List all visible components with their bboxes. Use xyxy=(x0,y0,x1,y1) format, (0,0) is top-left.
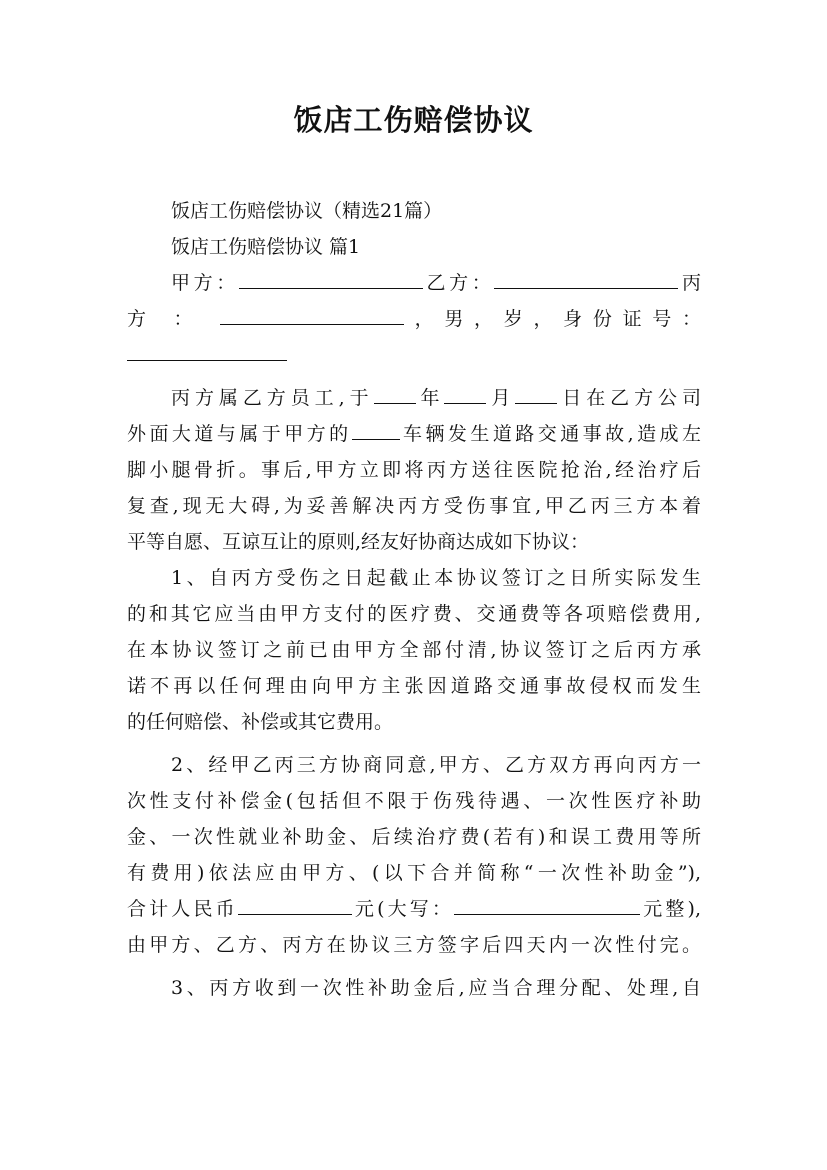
month-blank xyxy=(444,381,486,404)
para1-line-3: 脚小腿骨折。事后,甲方立即将丙方送往医院抢治,经治疗后 xyxy=(127,459,701,481)
year-label: 年 xyxy=(415,387,445,409)
age-text: 岁， xyxy=(503,308,564,330)
para1-text-l2b: 车辆发生道路交通事故,造成左 xyxy=(399,423,701,445)
item1-line-3: 在本协议签订之前已由甲方全部付清,协议签订之后丙方承 xyxy=(127,639,701,661)
yuan-label: 元整), xyxy=(640,898,701,920)
day-label-text: 日在乙方公司 xyxy=(557,387,701,409)
document-title: 饭店工伤赔偿协议 xyxy=(293,103,534,137)
id-label: 身份证号： xyxy=(563,308,701,330)
para1-line-5: 平等自愿、互谅互让的原则,经友好协商达成如下协议： xyxy=(127,531,590,553)
item2-line-1: 2、经甲乙丙三方协商同意,甲方、乙方双方再向丙方一 xyxy=(171,754,701,776)
para1-line-2 xyxy=(127,416,701,452)
party-b-label: 乙方： xyxy=(422,272,495,294)
document-body xyxy=(127,193,701,1006)
id-number-blank xyxy=(127,338,287,361)
capital-amount-blank xyxy=(454,892,640,915)
para1-text-a: 丙方属乙方员工,于 xyxy=(171,387,374,409)
year-blank xyxy=(374,381,416,404)
document-subtitle: 饭店工伤赔偿协议（精选21篇） xyxy=(171,200,443,222)
parties-line-3 xyxy=(127,337,701,373)
item3-line-1: 3、丙方收到一次性补助金后,应当合理分配、处理,自 xyxy=(171,977,701,999)
item2-line-2: 次性支付补偿金(包括但不限于伤残待遇、一次性医疗补助 xyxy=(127,790,701,812)
para1-line-1 xyxy=(127,380,701,416)
item1-line-4: 诺不再以任何理由向甲方主张因道路交通事故侵权而发生 xyxy=(127,675,701,697)
item2-line-3: 金、一次性就业补助金、后续治疗费(若有)和误工费用等所 xyxy=(127,826,701,848)
para1-line-4: 复查,现无大碍,为妥善解决丙方受伤事宜,甲乙丙三方本着 xyxy=(127,495,701,517)
item1-line-5: 的任何赔偿、补偿或其它费用。 xyxy=(127,711,394,733)
gender-text: ，男， xyxy=(403,308,504,330)
section-heading: 饭店工伤赔偿协议 篇1 xyxy=(171,236,361,258)
capital-label: 元(大写： xyxy=(351,898,455,920)
vehicle-blank xyxy=(352,417,400,440)
party-a-blank xyxy=(239,266,423,289)
party-c-label-cont: 方 ： xyxy=(127,308,204,330)
rmb-label: 合计人民币 xyxy=(127,898,238,920)
parties-line-1 xyxy=(127,265,701,301)
item2-line-4: 有费用)依法应由甲方、(以下合并简称“一次性补助金”), xyxy=(127,862,701,884)
parties-line-2 xyxy=(127,301,701,337)
month-label: 月 xyxy=(486,387,516,409)
item1-line-1: 1、自丙方受伤之日起截止本协议签订之日所实际发生 xyxy=(171,567,701,589)
item2-line-6: 由甲方、乙方、丙方在协议三方签字后四天内一次性付完。 xyxy=(127,934,701,956)
amount-blank xyxy=(238,892,352,915)
party-b-blank xyxy=(494,266,678,289)
party-c-name-blank xyxy=(220,302,404,325)
item1-line-2: 的和其它应当由甲方支付的医疗费、交通费等各项赔偿费用, xyxy=(127,603,701,625)
item2-line-5 xyxy=(127,891,701,927)
party-c-label: 丙 xyxy=(678,272,701,294)
party-a-label: 甲方： xyxy=(171,272,239,294)
para1-text-l2a: 外面大道与属于甲方的 xyxy=(127,423,352,445)
day-blank xyxy=(515,381,557,404)
